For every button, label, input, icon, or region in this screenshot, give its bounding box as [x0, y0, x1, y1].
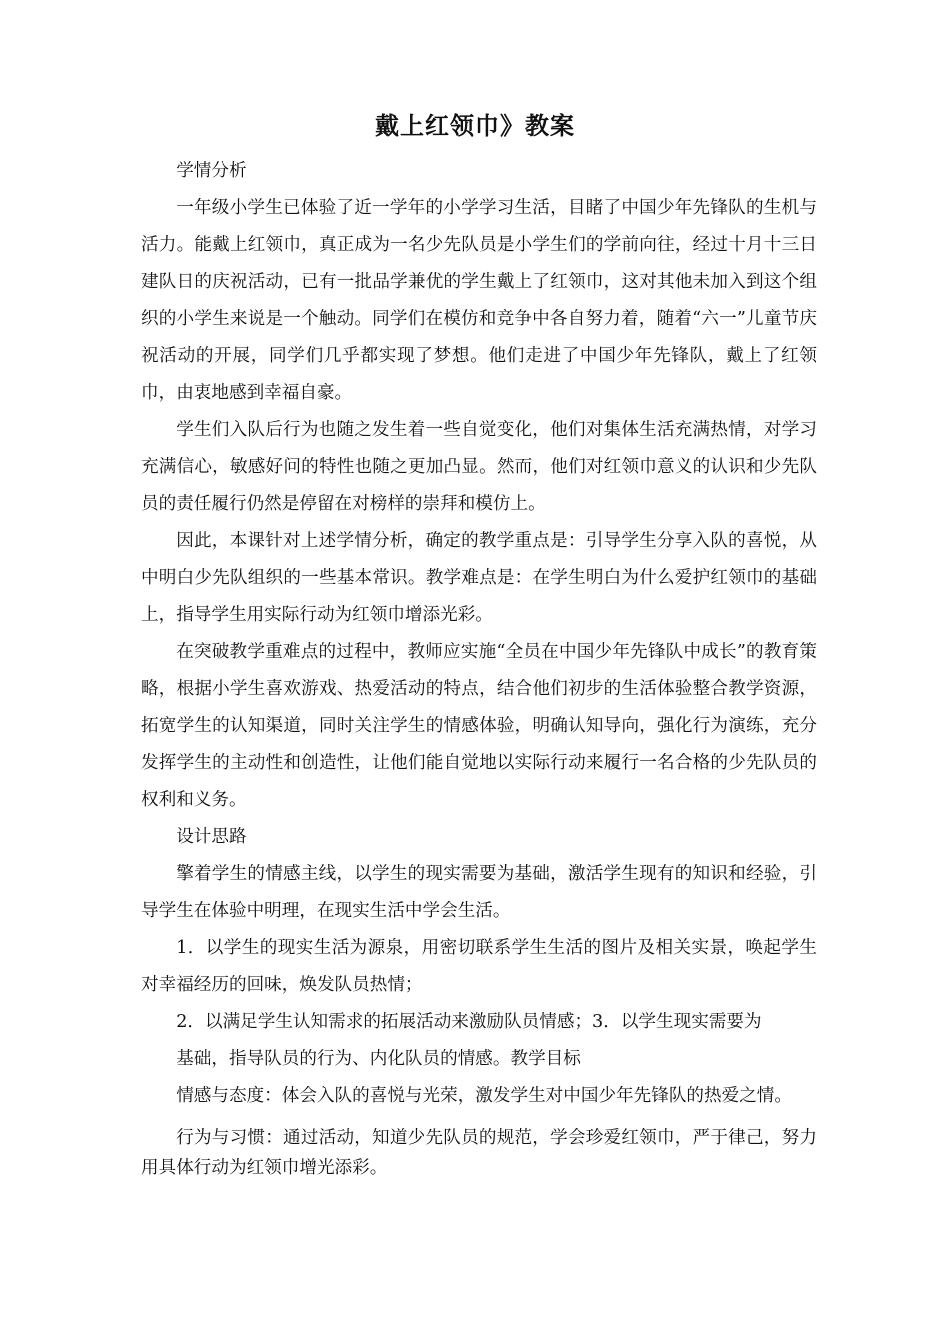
paragraph: 情感与态度：体会入队的喜悦与光荣，激发学生对中国少年先锋队的热爱之情。	[176, 1086, 792, 1106]
document-body	[141, 153, 817, 1183]
list-item: 2．以满足学生认知需求的拓展活动来激励队员情感；3．以学生现实需要为	[176, 1012, 762, 1032]
paragraph: 学生们入队后行为也随之发生着一些自觉变化，他们对集体生活充满热情，对学习充满信心，敏感好问的特性也随之更加凸显。然而，他们对红领巾意义的认识和少先队员的责任履行仍然是停留在对榜样的崇拜和模仿上。	[141, 420, 817, 514]
paragraph: 擎着学生的情感主线，以学生的现实需要为基础，激活学生现有的知识和经验，引导学生在体验中明理，在现实生活中学会生活。	[141, 864, 817, 921]
list-item: 1．以学生的现实生活为源泉，用密切联系学生生活的图片及相关实景，唤起学生对幸福经历的回味，焕发队员热情；	[141, 938, 817, 995]
section-heading-analysis: 学情分析	[176, 161, 247, 181]
paragraph: 行为与习惯：通过活动，知道少先队员的规范，学会珍爱红领巾，严于律己，努力用具体行动为红领巾增光添彩。	[141, 1128, 817, 1178]
document-title: 戴上红领巾》教案	[375, 112, 575, 140]
paragraph: 基础，指导队员的行为、内化队员的情感。教学目标	[176, 1049, 581, 1069]
paragraph: 一年级小学生已体验了近一学年的小学学习生活，目睹了中国少年先锋队的生机与活力。能戴上红领巾，真正成为一名少先队员是小学生们的学前向往，经过十月十三日建队日的庆祝活动，已有一批品学兼优的学生戴上了红领巾，这对其他未加入到这个组织的小学生来说是一个触动。同学们在模仿和竞争中各自努力着，随着“六一”儿童节庆祝活动的开展，同学们几乎都实现了梦想。他们走进了中国少年先锋队，戴上了红领巾，由衷地感到幸福自豪。	[141, 198, 817, 403]
section-heading-design: 设计思路	[176, 827, 247, 847]
paragraph: 因此，本课针对上述学情分析，确定的教学重点是：引导学生分享入队的喜悦，从中明白少先队组织的一些基本常识。教学难点是：在学生明白为什么爱护红领巾的基础上，指导学生用实际行动为红领巾增添光彩。	[141, 531, 817, 625]
paragraph: 在突破教学重难点的过程中，教师应实施“全员在中国少年先锋队中成长”的教育策略，根据小学生喜欢游戏、热爱活动的特点，结合他们初步的生活体验整合教学资源，拓宽学生的认知渠道，同时关注学生的情感体验，明确认知导向，强化行为演练，充分发挥学生的主动性和创造性，让他们能自觉地以实际行动来履行一名合格的少先队员的权利和义务。	[141, 642, 817, 810]
